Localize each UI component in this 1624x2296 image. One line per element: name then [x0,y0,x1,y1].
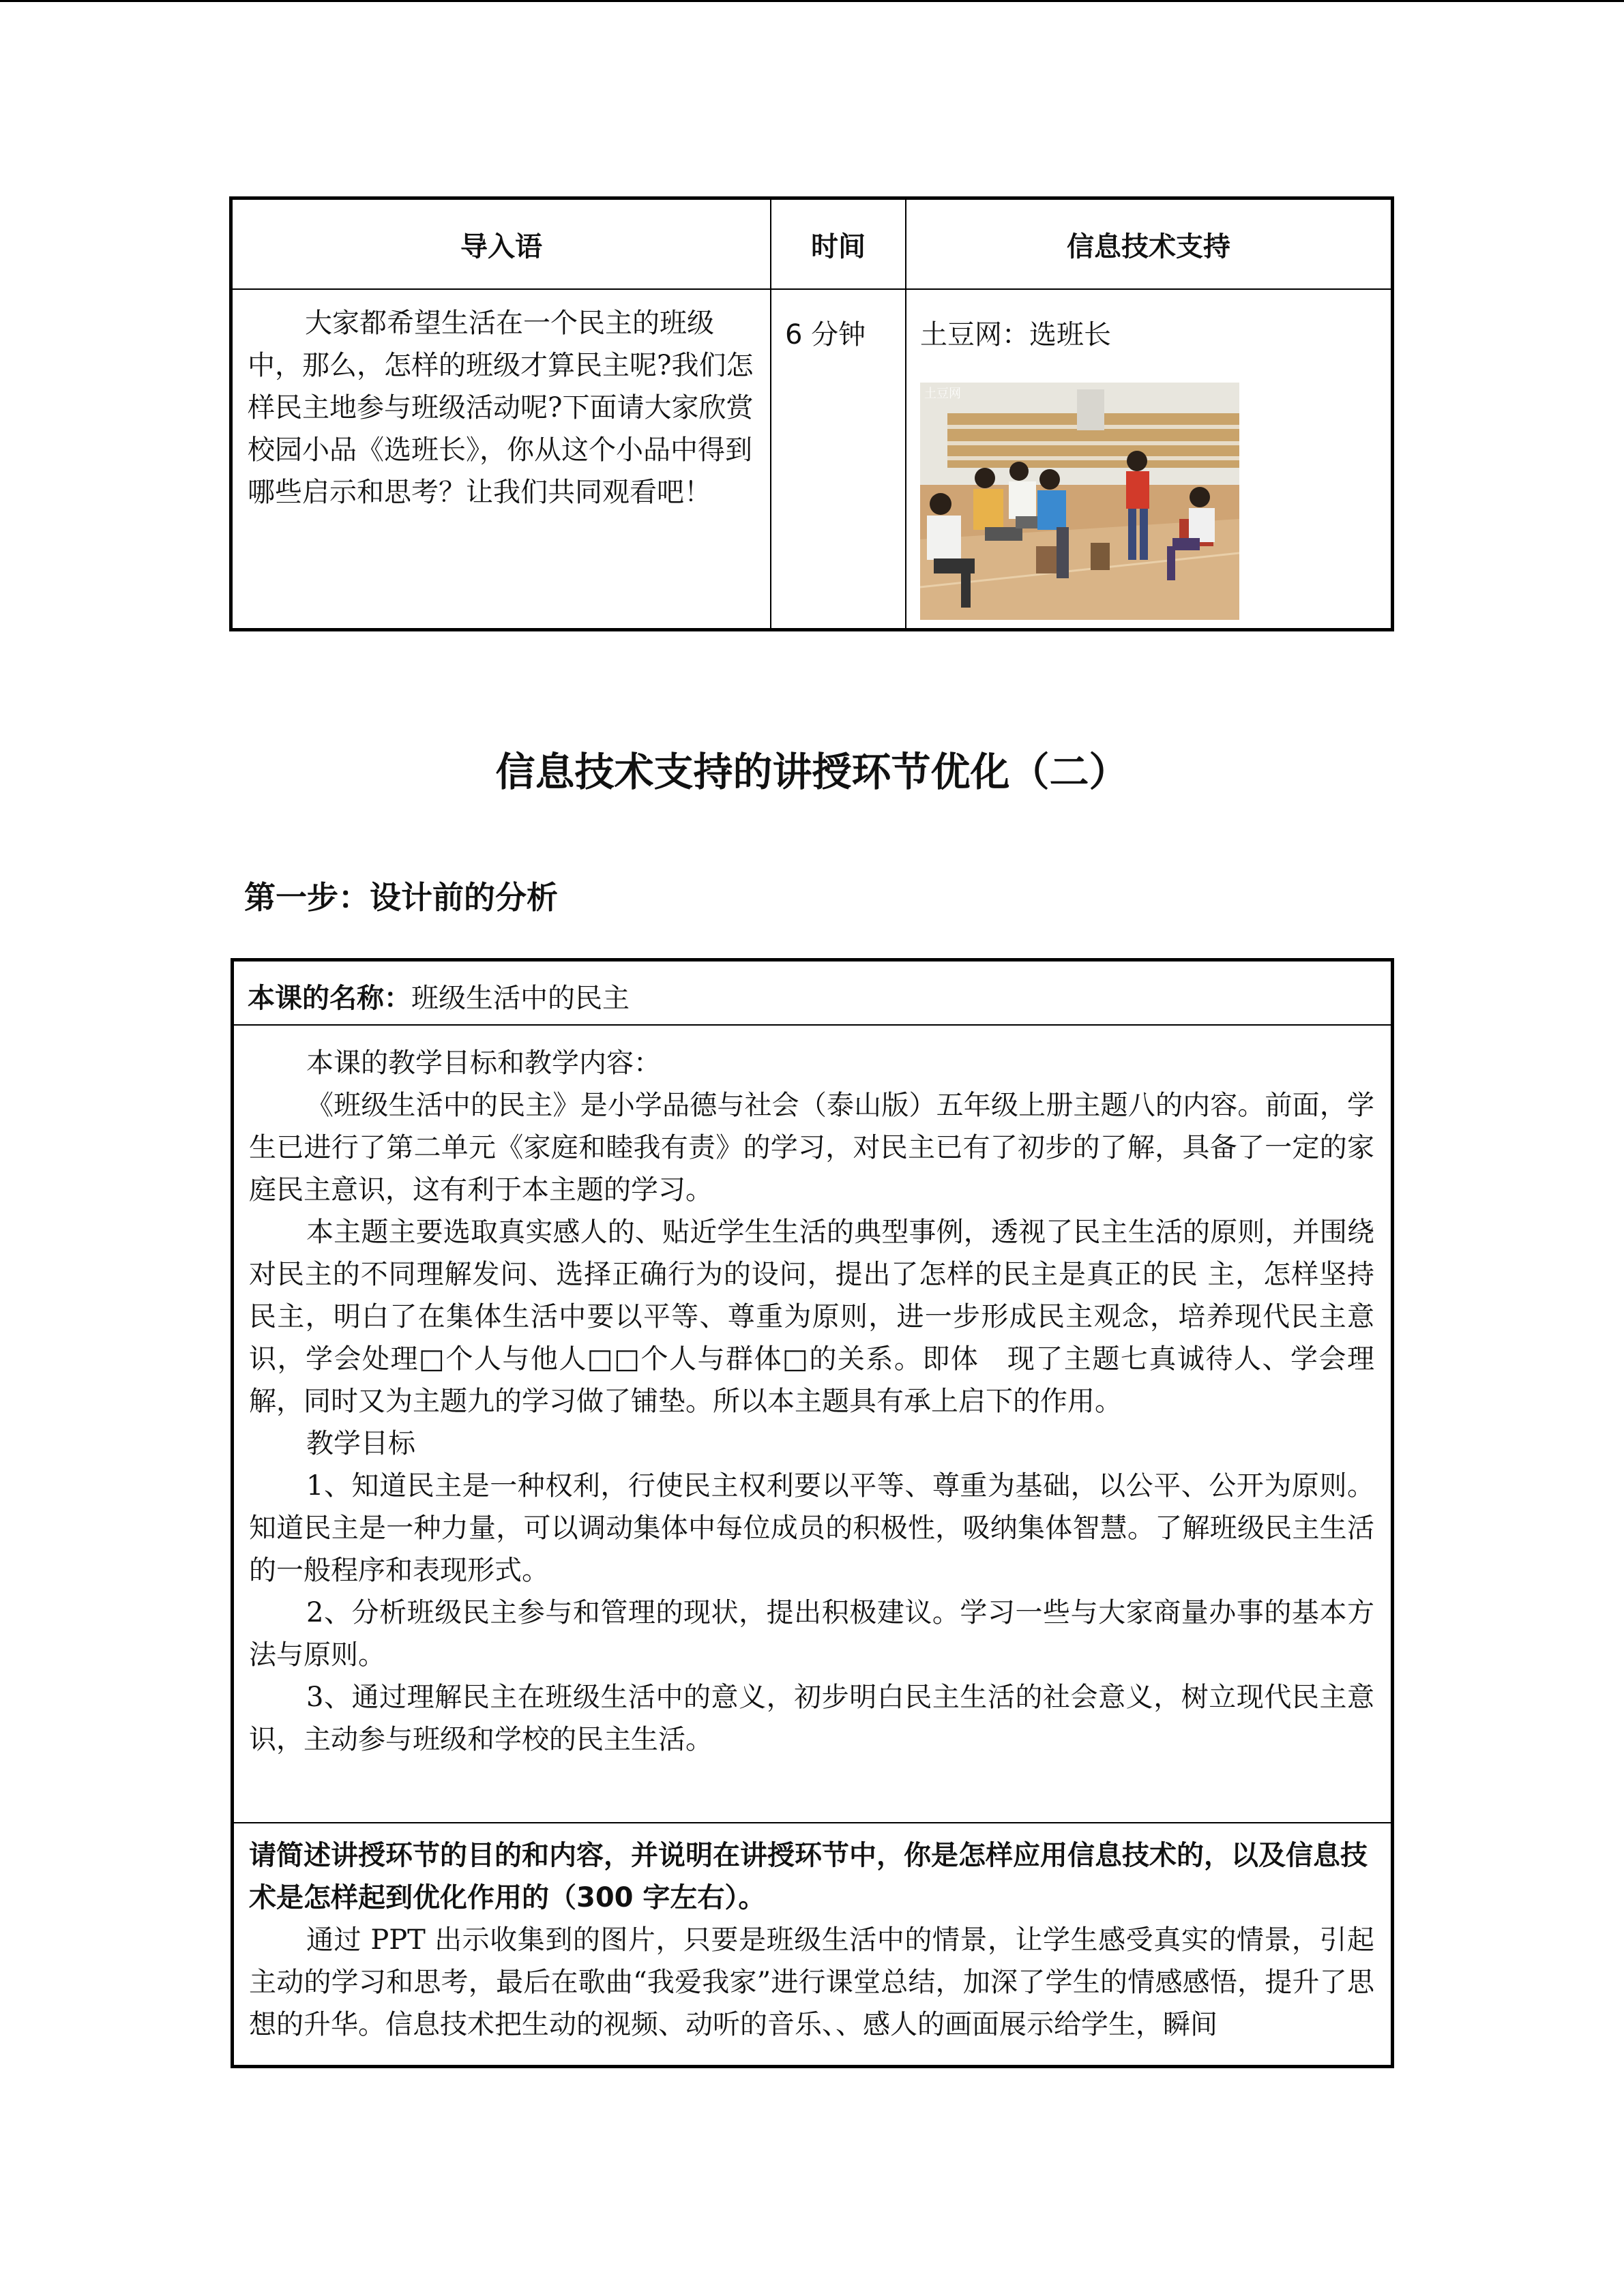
paragraph: 本课的教学目标和教学内容： [306,1047,661,1079]
step-heading: 第一步：设计前的分析 [244,879,558,916]
course-name-value: 班级生活中的民主 [411,983,630,1014]
paragraph: 本主题主要选取真实感人的、贴近学生生活的典型事例，透视了民主生活的原则，并围绕对民主的不同理解发问、选择正确行为的设问，提出了怎样的民主是真正的民 主，怎样坚持民主，明白了在集体生活中要以平等、尊重为原则，进一步形成民主观念，培养现代民主意识，学会处理□个人与他人□□个人与群体□的关系。即体 现了主题七真诚待人、学会理解，同时又为主题九的学习做了铺垫。所以本主题具有承上启下的作用。 [249,1217,1374,1417]
intro-time: 6 分钟 [785,319,866,351]
classroom-skit-illustration [920,383,1239,620]
row-divider [234,1024,1391,1026]
header-intro: 导入语 [460,230,542,263]
paragraph: 3、通过理解民主在班级生活中的意义，初步明白民主生活的社会意义，树立现代民主意识，主动参与班级和学校的民主生活。 [249,1682,1374,1755]
section-title: 信息技术支持的讲授环节优化（二） [495,749,1129,795]
video-watermark: 土豆网 [924,387,961,401]
page-top-rule [0,0,1624,2]
question-prompt: 请简述讲授环节的目的和内容，并说明在讲授环节中，你是怎样应用信息技术的，以及信息技术是怎样起到优化作用的（300 字左右）。 [249,1840,1368,1913]
header-tech-support: 信息技术支持 [1067,230,1230,263]
column-divider [905,200,906,628]
paragraph: 2、分析班级民主参与和管理的现状，提出积极建议。学习一些与大家商量办事的基本方法与原则。 [249,1597,1374,1671]
intro-text: 大家都希望生活在一个民主的班级中，那么，怎样的班级才算民主呢?我们怎样民主地参与班级活动呢?下面请大家欣赏校园小品《选班长》，你从这个小品中得到哪些启示和思考？让我们共同观看吧！ [248,308,754,508]
column-divider [770,200,771,628]
course-name-row [248,976,630,1015]
paragraph: 教学目标 [306,1428,415,1459]
row-divider [234,1822,1391,1823]
header-divider [233,288,1391,290]
intro-table [229,196,1394,631]
video-still-image[interactable] [920,383,1239,620]
tech-support-link[interactable]: 土豆网：选班长 [920,319,1111,351]
header-time: 时间 [811,230,866,263]
paragraph: 1、知道民主是一种权利，行使民主权利要以平等、尊重为基础，以公平、公开为原则。知道民主是一种力量，可以调动集体中每位成员的积极性，吸纳集体智慧。了解班级民主生活的一般程序和表现形式。 [249,1470,1374,1586]
course-name-label: 本课的名称： [248,983,411,1014]
answer-text: 通过 PPT 出示收集到的图片，只要是班级生活中的情景，让学生感受真实的情景，引起主动的学习和思考，最后在歌曲“我爱我家”进行课堂总结，加深了学生的情感感悟，提升了思想的升华。信息技术把生动的视频、动听的音乐、、感人的画面展示给学生，瞬间 [249,1924,1374,2040]
lesson-analysis-table [231,958,1394,2068]
teaching-goals-content [249,1042,1374,1761]
paragraph: 《班级生活中的民主》是小学品德与社会（泰山版）五年级上册主题八的内容。前面，学生已进行了第二单元《家庭和睦我有责》的学习，对民主已有了初步的了解，具备了一定的家庭民主意识，这有利于本主题的学习。 [249,1090,1374,1206]
question-answer-section [249,1834,1374,2046]
